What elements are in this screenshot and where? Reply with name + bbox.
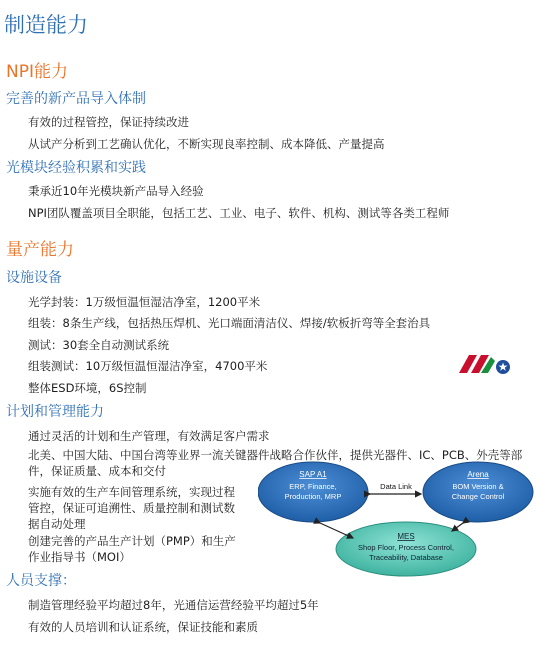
list-item: 测试：30套全自动测试系统 <box>28 338 170 352</box>
list-item: 制造管理经验平均超过8年，光通信运营经验平均超过5年 <box>28 598 319 612</box>
list-item: 秉承近10年光模块新产品导入经验 <box>28 184 204 198</box>
list-item: NPI团队覆盖项目全职能，包括工艺、工业、电子、软件、机构、测试等各类工程师 <box>28 206 450 220</box>
npi-optical-heading: 光模块经验积累和实践 <box>6 160 146 176</box>
list-item: 从试产分析到工艺确认优化，不断实现良率控制、成本降低、产量提高 <box>28 137 385 151</box>
list-item: 有效的过程管控，保证持续改进 <box>28 115 189 129</box>
sap-title: SAP A1 <box>299 470 327 479</box>
sap-line: ERP, Finance, <box>289 482 337 491</box>
sap-line: Production, MRP <box>284 492 342 501</box>
arena-line: BOM Version & <box>452 482 504 491</box>
mes-title: MES <box>397 532 415 541</box>
planning-heading: 计划和管理能力 <box>6 404 104 420</box>
npi-system-heading: 完善的新产品导入体制 <box>6 91 146 107</box>
list-item: 光学封装：1万级恒温恒湿洁净室，1200平米 <box>28 295 261 309</box>
list-item: 组装：8条生产线，包括热压焊机、光口端面清洁仪、焊接/软板折弯等全套治具 <box>28 316 431 330</box>
list-item: 通过灵活的计划和生产管理，有效满足客户需求 <box>28 429 270 443</box>
company-logo <box>457 351 513 377</box>
list-item: 有效的人员培训和认证系统，保证技能和素质 <box>28 620 258 634</box>
mass-production-heading: 量产能力 <box>6 240 74 260</box>
list-item: 整体ESD环境，6S控制 <box>28 381 147 395</box>
data-link-label: Data Link <box>380 482 412 491</box>
page-title: 制造能力 <box>4 13 88 37</box>
list-item: 组装测试：10万级恒温恒湿洁净室，4700平米 <box>28 359 268 373</box>
arena-line: Change Control <box>451 492 505 501</box>
list-item: 北美、中国大陆、中国台湾等业界一流关键器件战略合作伙伴，提供光器件、IC、PCB、外壳等部件，保证质量、成本和交付 <box>28 448 523 478</box>
arena-title: Arena <box>467 470 489 479</box>
npi-heading: NPI能力 <box>6 62 68 82</box>
list-item: 实施有效的生产车间管理系统，实现过程管控，保证可追溯性、质量控制和测试数据自动处理 <box>28 485 235 531</box>
list-item: 创建完善的产品生产计划（PMP）和生产作业指导书（MOI） <box>28 534 236 564</box>
system-diagram <box>258 459 548 579</box>
mes-line: Shop Floor, Process Control, <box>358 543 454 552</box>
facilities-heading: 设施设备 <box>6 270 62 286</box>
mes-line: Traceability, Database <box>369 553 443 562</box>
people-heading: 人员支撑： <box>6 573 76 589</box>
